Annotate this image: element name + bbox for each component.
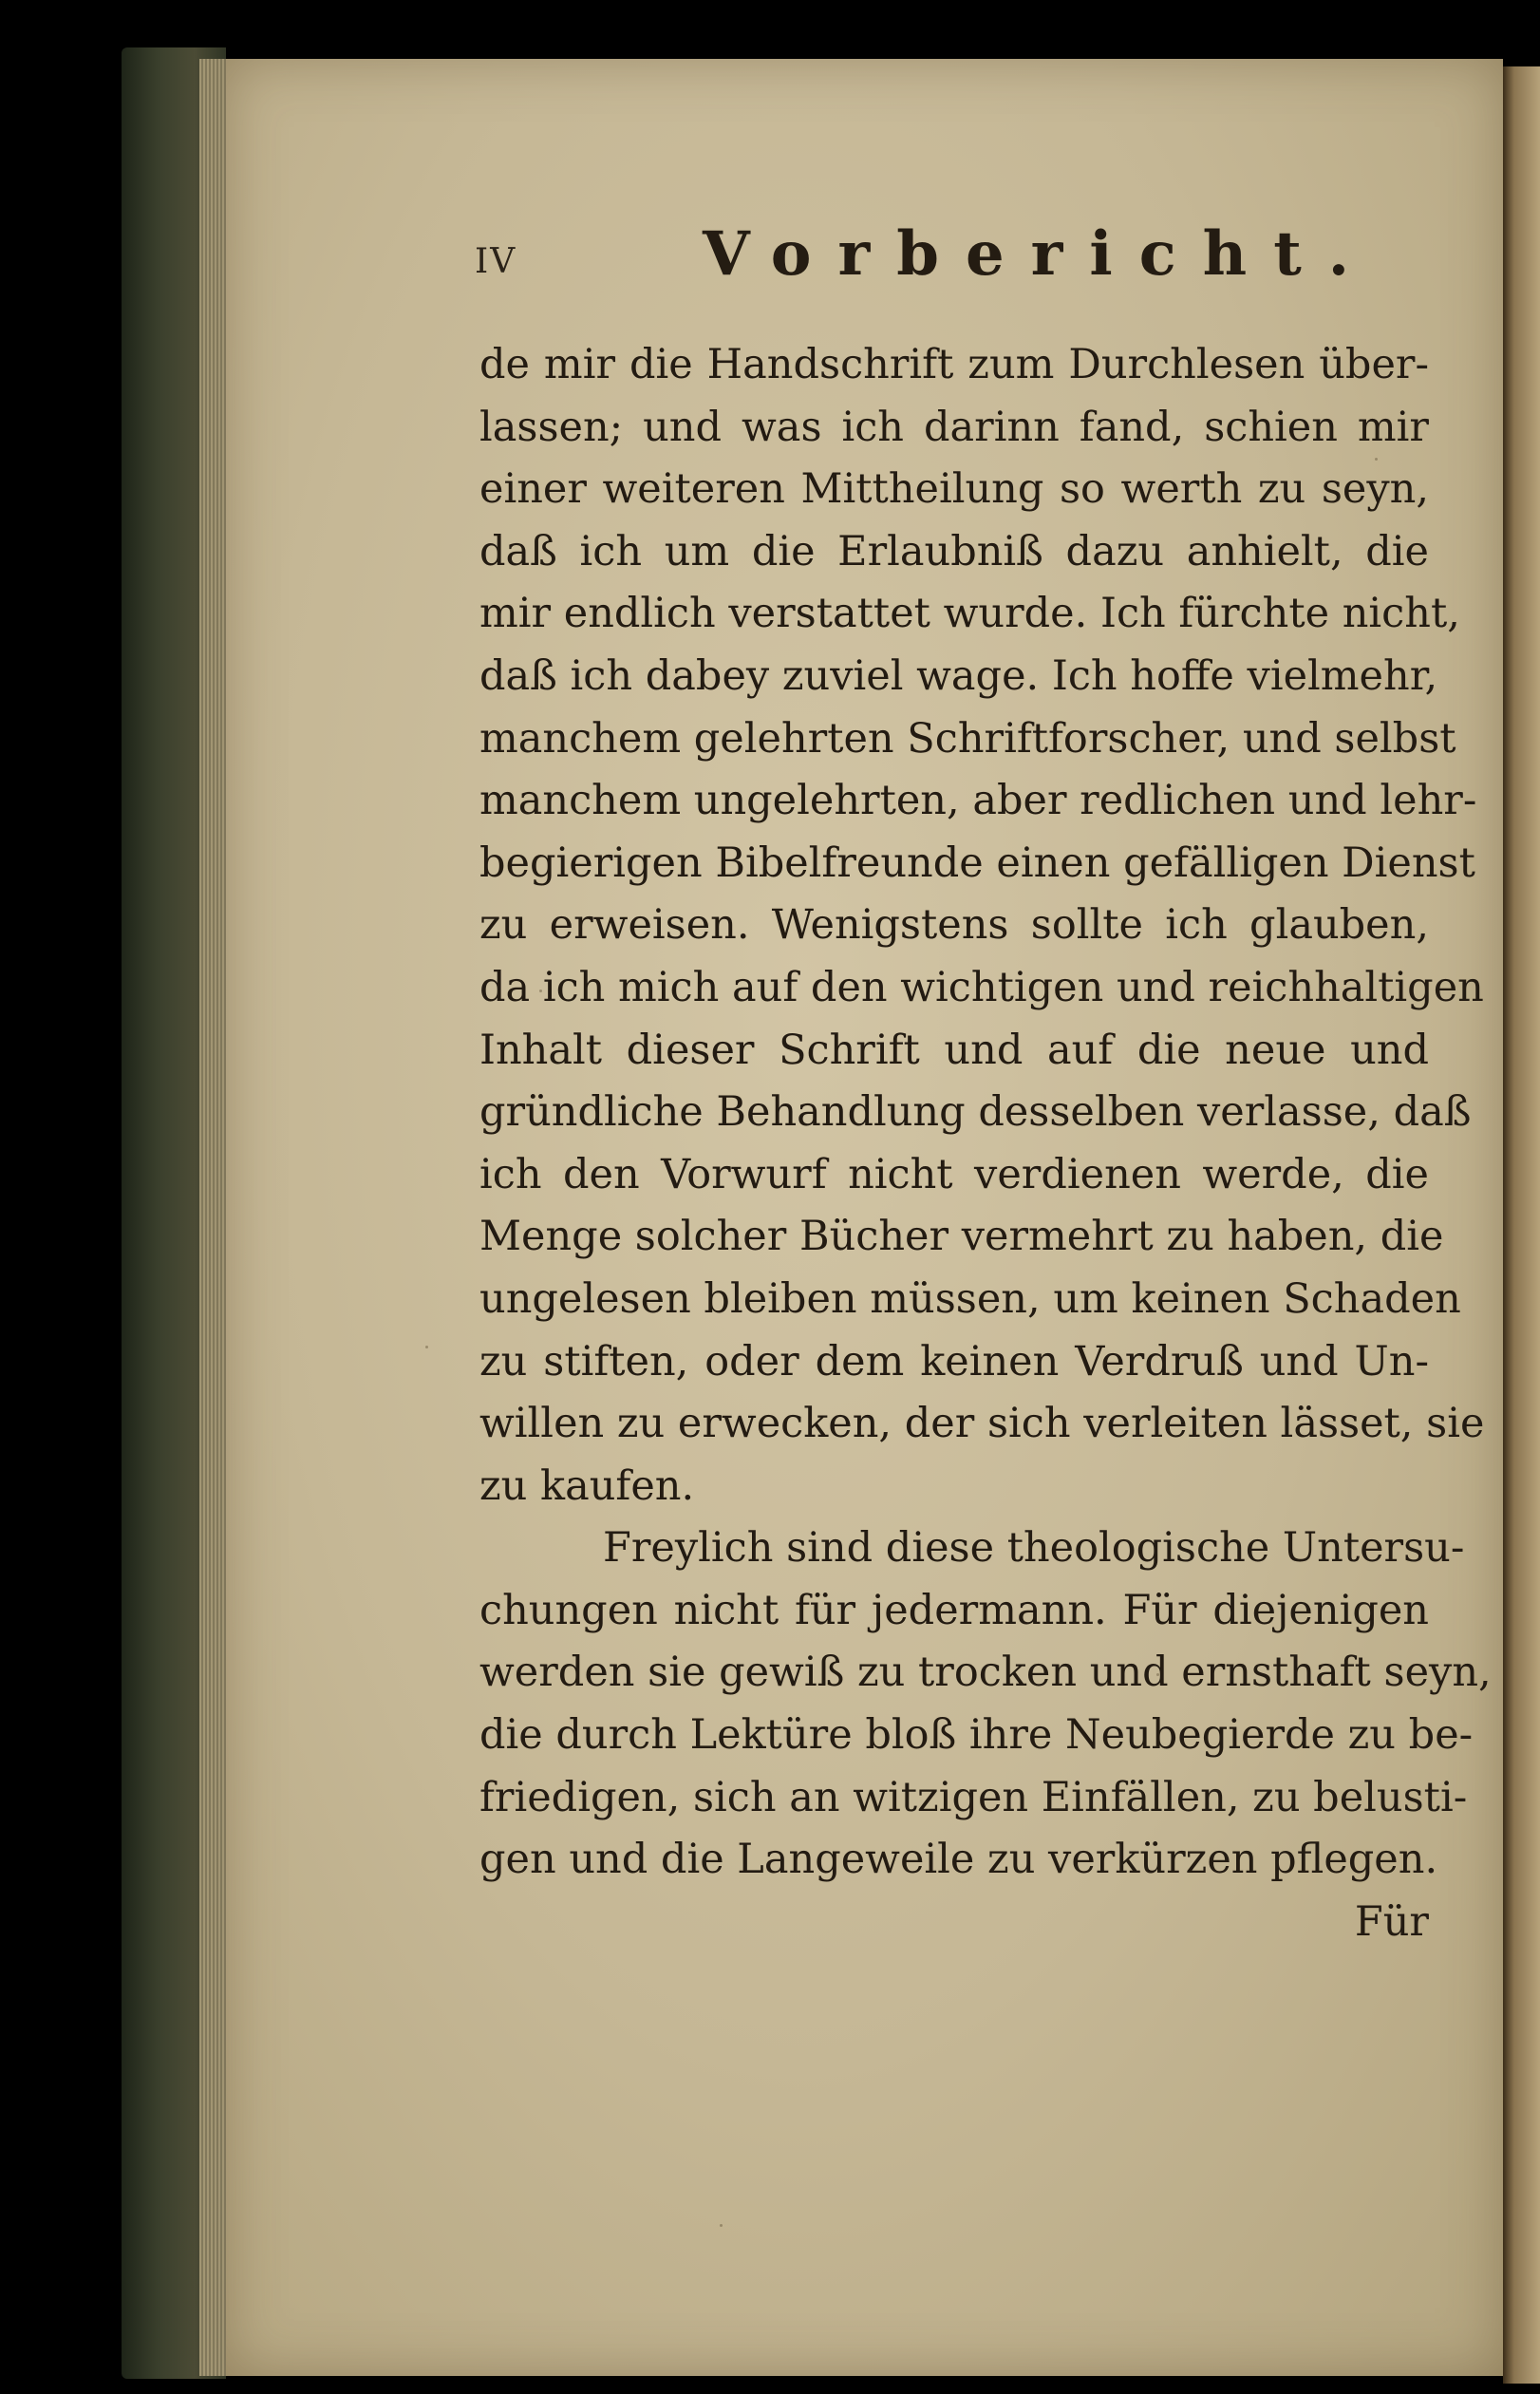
text-line: friedigen, sich an witzigen Einfällen, zu belusti- — [479, 1773, 1468, 1821]
running-title: Vorbericht. — [703, 218, 1377, 290]
text-line: Menge solcher Bücher vermehrt zu haben, die — [479, 1213, 1444, 1261]
text-line: willen zu erwecken, der sich verleiten lässet, sie — [479, 1400, 1485, 1448]
paper-speck — [425, 1346, 428, 1348]
text-line: zu kaufen. — [479, 1461, 695, 1510]
text-line: gen und die Langeweile zu verkürzen pflegen. — [479, 1836, 1438, 1884]
text-line: daß ich um die Erlaubniß dazu anhielt, die — [479, 527, 1429, 575]
text-line: zu erweisen. Wenigstens sollte ich glauben, — [479, 901, 1429, 950]
text-line: ungelesen bleiben müssen, um keinen Schaden — [479, 1274, 1461, 1323]
text-line: daß ich dabey zuviel wage. Ich hoffe vielmehr, — [479, 651, 1438, 700]
paper-speck — [720, 2224, 723, 2227]
facing-page-edge — [1503, 66, 1540, 2384]
body-text — [479, 334, 1492, 1953]
text-line: Freylich sind diese theologische Untersu- — [603, 1524, 1465, 1573]
text-line: mir endlich verstattet wurde. Ich fürchte nicht, — [479, 590, 1460, 638]
text-line: begierigen Bibelfreunde einen gefälligen Dienst — [479, 839, 1475, 887]
text-line: da ich mich auf den wichtigen und reichhaltigen — [479, 963, 1484, 1011]
text-line: zu stiften, oder dem keinen Verdruß und Un- — [479, 1337, 1429, 1386]
text-line: manchem ungelehrten, aber redlichen und lehr- — [479, 777, 1477, 825]
text-line: gründliche Behandlung desselben verlasse, daß — [479, 1088, 1472, 1137]
catchword: Für — [1354, 1897, 1429, 1946]
text-line: die durch Lektüre bloß ihre Neubegierde zu be- — [479, 1711, 1474, 1760]
text-line: werden sie gewiß zu trocken und ernsthaft seyn, — [479, 1649, 1492, 1697]
text-line: manchem gelehrten Schriftforscher, und selbst — [479, 714, 1456, 763]
text-line: chungen nicht für jedermann. Für diejenigen — [479, 1586, 1429, 1634]
text-line: de mir die Handschrift zum Durchlesen über- — [479, 341, 1429, 388]
text-line: Inhalt dieser Schrift und auf die neue und — [479, 1026, 1429, 1074]
page-number: IV — [475, 242, 517, 281]
text-line: lassen; und was ich darinn fand, schien mir — [479, 403, 1429, 451]
text-line: einer weiteren Mittheilung so werth zu seyn, — [479, 465, 1429, 514]
text-line: ich den Vorwurf nicht verdienen werde, die — [479, 1150, 1429, 1198]
